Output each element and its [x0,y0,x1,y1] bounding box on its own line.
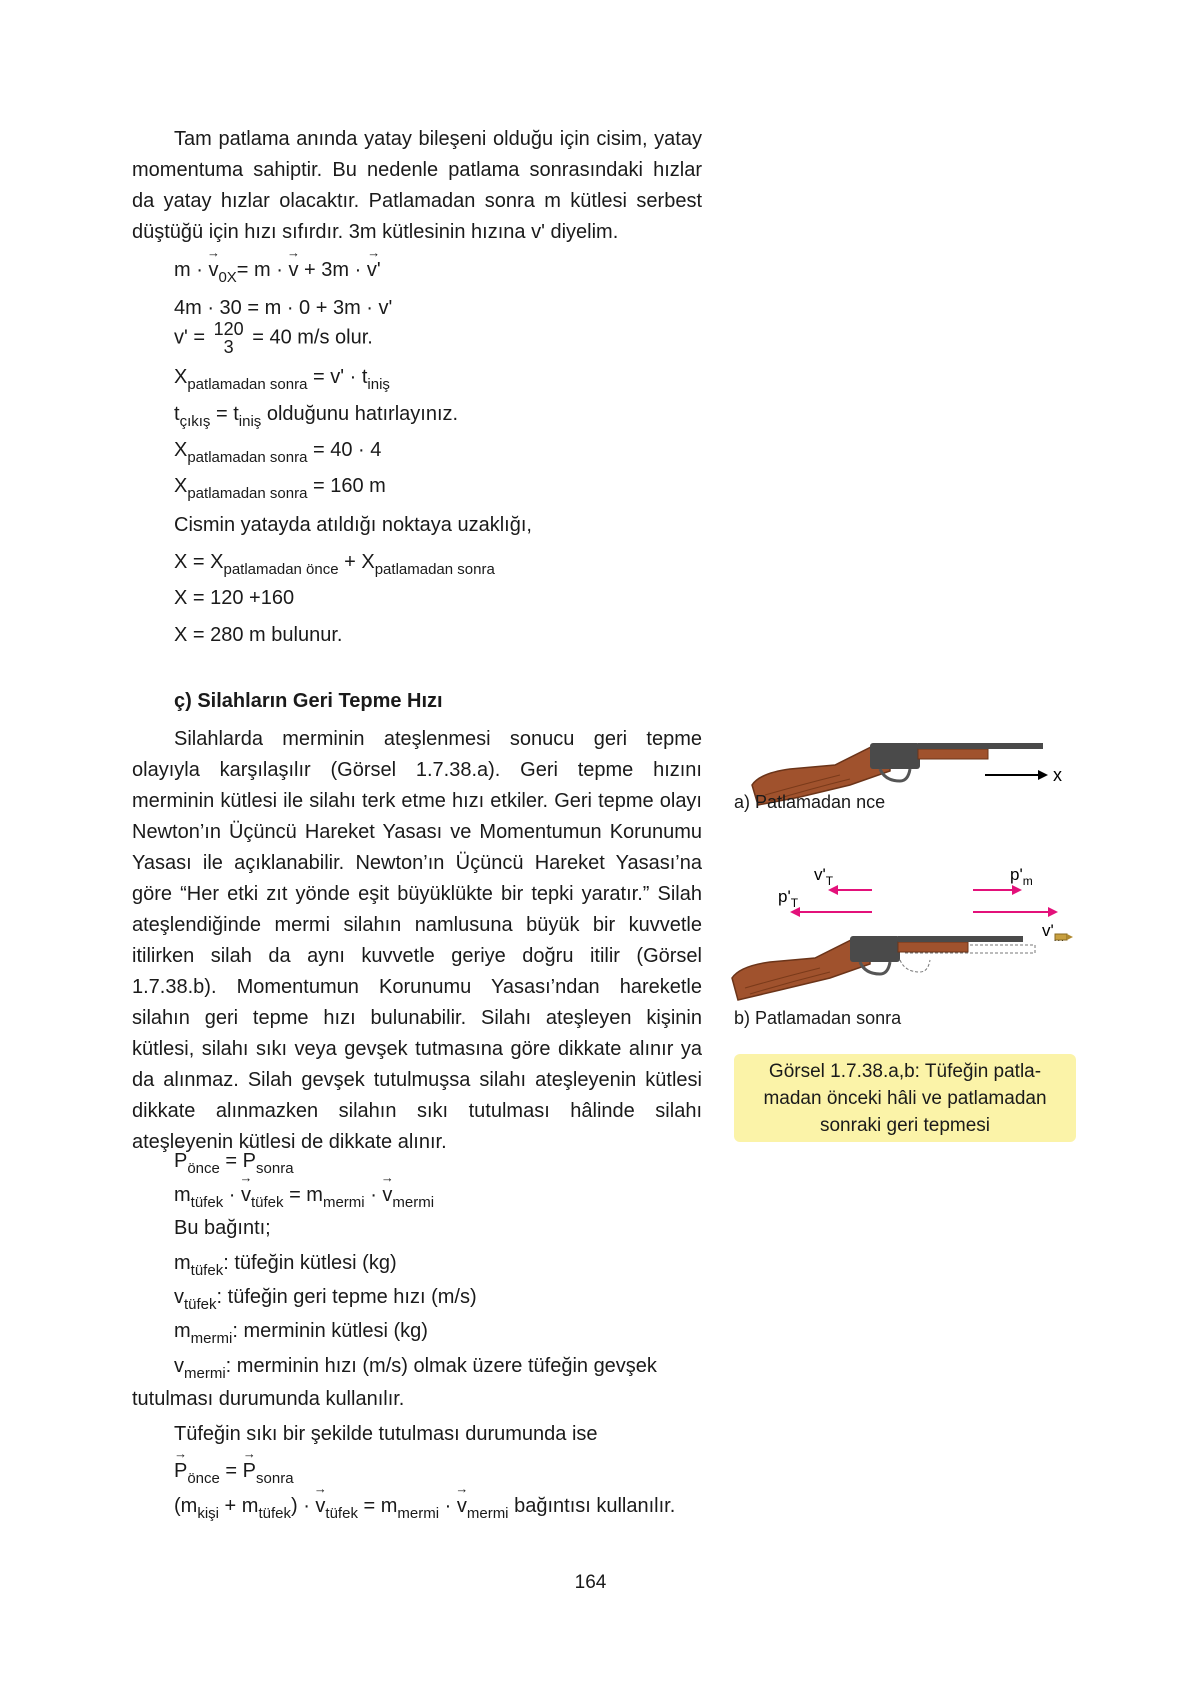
definition-rifle-mass: $m_{tüfek}$: tüfeğin kütlesi (kg) [174,1252,397,1279]
caption-line: madan önceki hâli ve patlamadan [763,1088,1047,1109]
formula-momentum-conservation-2: → $P_{önce}$ = → $P_{sonra}$ [174,1458,294,1492]
fraction: 120 3 [213,319,244,357]
definition-bullet-velocity-cont: tutulması durumunda kullanılır. [132,1388,405,1410]
rifle-after-figure [730,860,1080,1010]
bullet-momentum-arrowhead [1012,885,1022,895]
x-axis-label: x [1053,765,1062,785]
equation-final: X = 280 m bulunur. [174,624,343,646]
bullet [1055,934,1073,940]
section-paragraph: Silahlarda merminin ateşlenmesi sonucu geri tepme olayıyla karşılaşılır (Görsel 1.7.38.a). Geri tepme hızını merminin kütlesi ile silahı terk etme hızı etkiler. Geri tepme olayı Newton’ın Üçüncü Hareket Yasası ve Momentumun Korunumu Yasası ile açıklanabilir. Newton’ın Üçüncü Hareket Yasası’na göre “Her etki zıt yönde eşit büyüklükte bir tepki yaratır.” Silah ateşlendiğinde mermi silahın namlusuna büyük bir kuvvetle itilirken silah da aynı kuvvetle geriye doğru itilir (Görsel 1.7.38.b). Momentumun Korunumu Yasası’ndan hareketle silahın geri tepme hızı bulunabilir. Silahı ateşleyen kişinin kütlesi, silahı sıkı veya gevşek tutmasına göre dikkate alınır ya da alınmaz. Silah gevşek tutulmuşsa silahı ateşleyenin kütlesi dikkate alınmazken silahın sıkı tutulması hâlinde silahı ateşleyenin kütlesi de dikkate alınır. [132,728,702,1153]
section-heading: ç) Silahların Geri Tepme Hızı [174,690,443,712]
caption-line: sonraki geri tepmesi [819,1115,991,1136]
formula-intro: Bu bağıntı; [174,1217,271,1239]
bullet-momentum-label: $p'_m$ [1010,865,1033,888]
intro-paragraph-block [132,124,702,248]
equation-x-product: $X_{patlamadan sonra} = 40 \cdot 4$ [174,439,382,466]
caption-line: Görsel 1.7.38.a,b: Tüfeğin patla- [768,1061,1042,1082]
equation-time-equality: $t_{çıkış} = t_{iniş}$ olduğunu hatırlayınız. [174,403,459,430]
rifle-momentum-label: $p'_T$ [778,887,799,910]
equation-momentum: m · → $v_{0X}= m$ · → v + 3m · → v' [174,257,381,291]
page-number: 164 [574,1572,607,1593]
figure-a-label: a) Patlamadan nce [734,792,886,812]
formula-loose-grip: $m_{tüfek}$ · → $v_{tüfek} = m_{mermi}$ · → $v_{mermi}$ [174,1182,434,1216]
definition-bullet-velocity: $v_{mermi}$: merminin hızı (m/s) olmak üzere tüfeğin gevşek [174,1355,657,1382]
distance-sentence: Cismin yatayda atıldığı noktaya uzaklığı, [174,514,532,536]
formula-momentum-conservation: → $P_{önce}$ = → $P_{sonra}$ [174,1148,294,1182]
figure-caption [734,1054,1076,1142]
bullet-velocity-arrowhead [1048,907,1058,917]
rifle-velocity-label: $v'_T$ [814,865,834,888]
intro-paragraph: Tam patlama anında yatay bileşeni olduğu için cisim, yatay momentuma sahiptir. Bu nedenle patlama sonrasındaki hızlar da yatay hızlar olacaktır. Patlamadan sonra m kütlesi serbest düştüğü için hızı sıfırdır. 3m kütlesinin hızına v' diyelim. [132,128,702,243]
bullet-velocity-label: v' [1042,921,1054,940]
x-axis-arrowhead [1038,770,1048,780]
equation-total-distance: $X = X_{patlamadan önce} + X_{patlamadan sonra}$ [174,551,495,578]
equation-velocity: v' = 120 3 = 40 m/s olur. [174,319,373,357]
equation-sum: X = 120 +160 [174,587,295,609]
definition-bullet-mass: $m_{mermi}$: merminin kütlesi (kg) [174,1320,428,1347]
rifle-illustration-recoiled [732,936,1023,1000]
equation-x-after: $X_{patlamadan sonra} = v' \cdot t_{iniş}$ [174,366,390,393]
equation-x-result: $X_{patlamadan sonra} = 160$ m [174,475,386,502]
equation-substitution: 4m · 30 = m · 0 + 3m · v' [174,297,393,319]
definition-rifle-velocity: $v_{tüfek}$: tüfeğin geri tepme hızı (m/s) [174,1286,477,1313]
figure-b-label: b) Patlamadan sonra [734,1008,902,1028]
section-paragraph-block [132,724,702,1158]
tight-grip-sentence: Tüfeğin sıkı bir şekilde tutulması durumunda ise [174,1423,598,1445]
formula-tight-grip: $(m_{kişi} + m_{tüfek})$ · → $v_{tüfek} = m_{mermi}$ · → $v_{mermi}$ bağıntısı kullanılır. [174,1493,675,1527]
